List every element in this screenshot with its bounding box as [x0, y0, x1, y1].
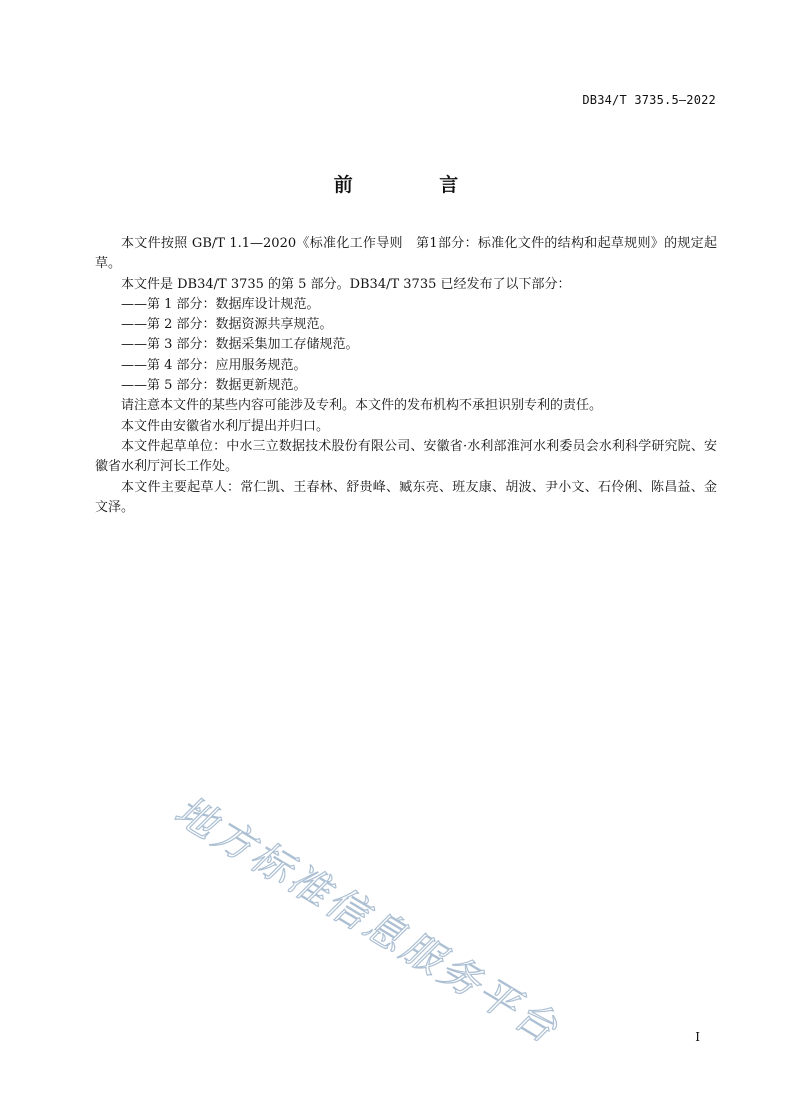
paragraph-proposer: 本文件由安徽省水利厅提出并归口。: [121, 418, 330, 434]
list-item-part-3: ——第 3 部分：数据采集加工存储规范。: [121, 337, 359, 353]
list-item-part-1: ——第 1 部分：数据库设计规范。: [121, 296, 320, 312]
paragraph-drafting-rules: 本文件按照 GB/T 1.1—2020《标准化工作导则 第1部分：标准化文件的结构和起草规则》的规定起草。: [95, 236, 717, 272]
paragraph-patent-notice: 请注意本文件的某些内容可能涉及专利。本文件的发布机构不承担识别专利的责任。: [121, 398, 603, 414]
paragraph-drafting-units: 本文件起草单位：中水三立数据技术股份有限公司、安徽省·水利部淮河水利委员会水利科学研究院、安徽省水利厅河长工作处。: [95, 438, 717, 475]
foreword-body: [95, 234, 717, 518]
document-code: DB34/T 3735.5—2022: [582, 93, 716, 107]
watermark: 地方标准信息服务平台: [166, 787, 568, 1054]
page-number: I: [695, 1030, 700, 1044]
list-item-part-4: ——第 4 部分：应用服务规范。: [121, 357, 307, 373]
paragraph-series-info: 本文件是 DB34/T 3735 的第 5 部分。DB34/T 3735 已经发布了以下部分：: [121, 276, 571, 292]
page-title: 前 言: [333, 174, 499, 196]
list-item-part-2: ——第 2 部分：数据资源共享规范。: [121, 317, 333, 333]
list-item-part-5: ——第 5 部分：数据更新规范。: [121, 378, 307, 394]
paragraph-drafters: 本文件主要起草人：常仁凯、王春林、舒贵峰、臧东亮、班友康、胡波、尹小文、石伶俐、陈昌益、金文泽。: [95, 479, 717, 515]
